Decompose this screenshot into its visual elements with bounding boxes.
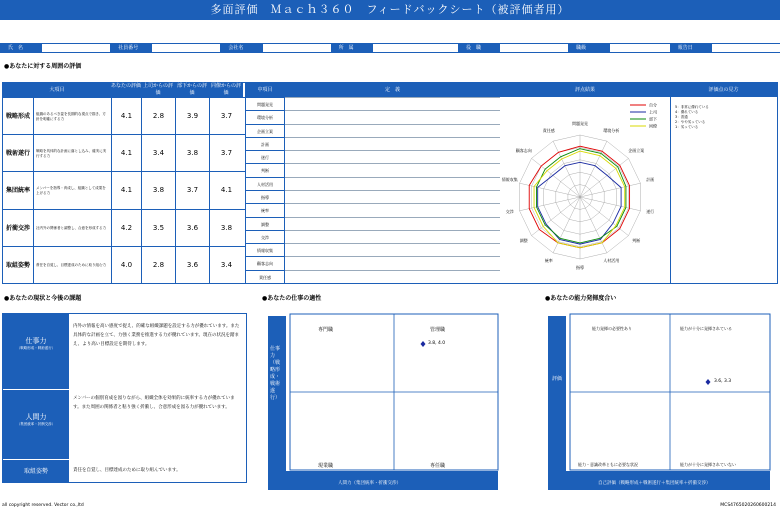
mid-definition-row: [285, 137, 500, 150]
mid-definition-row: [285, 203, 500, 216]
eval-name: 戦術遂行: [5, 150, 30, 158]
eval-self: 4.0: [111, 247, 141, 284]
mid-item: 遂行: [245, 150, 285, 163]
info-dept-value: [373, 44, 458, 52]
radar-axis-label: 計画: [646, 176, 655, 182]
mid-item: 人材活用: [245, 177, 285, 190]
eval-sub: 3.6: [175, 210, 209, 247]
info-name-value: [42, 44, 110, 52]
mid-definition-row: [285, 190, 500, 203]
mid-item: 統率: [245, 203, 285, 216]
mid-definition-row: [285, 110, 500, 123]
eval-self: 4.1: [111, 172, 141, 209]
issue-sub: （集団統率・折衝交渉）: [16, 422, 56, 426]
footer-copyright: all copyright reserved. Vector co.,ltd: [2, 503, 84, 508]
col-def: 定 義: [285, 83, 500, 97]
eval-peer: 3.7: [209, 98, 243, 135]
mid-definition-row: [285, 230, 500, 243]
mid-definition-row: [285, 217, 500, 230]
eval-peer: 4.1: [209, 172, 243, 209]
mid-definition-row: [285, 177, 500, 190]
col-sub: 部下からの評価: [176, 83, 207, 96]
aptitude-frame: [268, 306, 506, 490]
view-note: 5：非常に優れている: [675, 105, 709, 109]
info-dept-label: 所 属: [331, 44, 373, 52]
mid-item: 顧客志向: [245, 256, 285, 269]
radar-axis-label: 環境分析: [603, 128, 620, 134]
mid-definition-row: [285, 163, 500, 176]
info-date-label: 報告日: [670, 44, 712, 52]
radar-axis-label: 判断: [632, 237, 641, 243]
eval-name: 折衝交渉: [5, 224, 30, 232]
section-issues-title: ●あなたの現状と今後の課題: [4, 295, 82, 302]
eval-sub: 3.8: [175, 135, 209, 172]
info-id-value: [152, 44, 220, 52]
view-note: 1：劣っている: [675, 125, 699, 129]
section-aptitude-title: ●あなたの仕事の適性: [262, 295, 322, 302]
mid-item: 環境分析: [245, 110, 285, 123]
mid-definition-row: [285, 243, 500, 256]
legend-label: 自分: [649, 102, 657, 108]
radar-axis-label: 交渉: [505, 209, 514, 215]
radar-spoke: [580, 197, 640, 211]
eval-row: [3, 171, 245, 208]
radar-axis-label: 情報収集: [501, 176, 518, 182]
radar-spoke: [580, 183, 640, 197]
eval-sub: 3.7: [175, 172, 209, 209]
radar-axis-label: 調整: [519, 237, 528, 243]
radar-series-peer: [534, 151, 625, 248]
legend-label: 上司: [649, 109, 657, 115]
section-ability-title: ●あなたの能力発揮度合い: [545, 295, 617, 302]
radar-spoke: [520, 183, 580, 197]
eval-self: 4.2: [111, 210, 141, 247]
eval-boss: 3.8: [141, 172, 175, 209]
eval-desc: 責任を自覚し、目標達成のために取り組む力: [33, 247, 109, 284]
ability-q-tr: 能力が十分に発揮されている: [680, 326, 732, 331]
ability-q-br: 能力が十分に発揮されていない: [680, 462, 736, 467]
issue-label: 仕事力: [25, 337, 47, 345]
info-company-value: [263, 44, 331, 52]
radar-chart: [500, 97, 670, 283]
aptitude-q-tl: 専門職: [318, 327, 334, 333]
eval-sub: 3.9: [175, 98, 209, 135]
eval-desc: 戦略を具体的な計画に落とし込み、確実に実行する力: [33, 135, 109, 172]
radar-axis-label: 指導: [576, 265, 584, 270]
col-mid: 中項目: [245, 83, 285, 97]
issue-text: 内外の情報を高い感度で捉え、的確な組織課題を設定する力が優れています。また具体的な計画を立て、力強く業務を推進する力が優れています。現在の状況を踏まえ、より高い目標設定を期待します。: [73, 324, 240, 347]
eval-desc: 社内外の関係者と調整し、合意を形成する力: [33, 210, 109, 247]
aptitude-q-br: 専任職: [430, 463, 446, 469]
info-name-label: 氏 名: [0, 44, 42, 52]
issue-label: 人間力: [25, 413, 47, 421]
aptitude-q-bl: 現業職: [318, 463, 334, 469]
info-date-value: [712, 44, 780, 52]
mid-item: 企画立案: [245, 124, 285, 137]
eval-sub: 3.6: [175, 247, 209, 284]
radar-axis-label: 企画立案: [628, 148, 645, 154]
mid-definition-row: [285, 270, 500, 283]
mid-definition-row: [285, 150, 500, 163]
info-title-value: [500, 44, 568, 52]
col-major: 大項目: [3, 83, 111, 97]
mid-item: 調整: [245, 217, 285, 230]
radar-axis-label: 責任感: [542, 128, 555, 134]
info-company-label: 会社名: [220, 44, 262, 52]
mid-definition-row: [285, 256, 500, 269]
aptitude-chart: [268, 306, 506, 490]
mid-item: 情報収集: [245, 243, 285, 256]
section-eval-title: ●あなたに対する周囲の評価: [4, 63, 82, 70]
view-note: 2：やや劣っている: [675, 120, 706, 124]
col-boss: 上司からの評価: [142, 83, 173, 96]
eval-peer: 3.4: [209, 247, 243, 284]
eval-name: 戦略形成: [5, 113, 30, 121]
eval-desc: メンバーを指導・育成し、組織として成果を上げる力: [33, 172, 109, 209]
issue-text: 責任を自覚し、目標達成のために取り組んでいます。: [73, 468, 181, 473]
footer-code: MCS4765020260600214: [720, 503, 776, 508]
issues-table: [2, 313, 247, 483]
radar-axis-label: 顧客志向: [515, 148, 532, 154]
ability-ylabel: 評価: [552, 376, 563, 382]
info-grade-value: [610, 44, 669, 52]
radar-axis-label: 人材活用: [603, 257, 620, 263]
mid-item: 責任感: [245, 270, 285, 283]
mid-item: 判断: [245, 163, 285, 176]
eval-self: 4.1: [111, 98, 141, 135]
mid-definition-row: [285, 97, 500, 110]
mid-item: 交渉: [245, 230, 285, 243]
info-grade-label: 職級: [568, 44, 610, 52]
eval-row: [3, 97, 245, 134]
ability-chart: [548, 306, 776, 490]
mid-item: 問題発見: [245, 97, 285, 110]
issue-label-block: [3, 314, 69, 389]
eval-name: 集団統率: [5, 187, 30, 195]
legend-label: 部下: [649, 116, 657, 122]
ability-point-label: 3.6, 3.3: [714, 379, 732, 384]
aptitude-point-label: 3.8, 4.0: [428, 341, 446, 346]
mid-item: 指導: [245, 190, 285, 203]
col-view: 評価点の見方: [670, 83, 777, 97]
radar-axis-label: 統率: [544, 257, 553, 263]
ability-xlabel: 自己評価（戦略形成＋戦術遂行＋集団統率＋折衝交渉）: [598, 481, 711, 486]
eval-boss: 2.8: [141, 247, 175, 284]
col-peer: 同僚からの評価: [210, 83, 241, 96]
view-note: 4：優れている: [675, 110, 699, 114]
radar-axis-label: 問題発見: [572, 121, 588, 126]
col-radar: 評点結果: [500, 83, 670, 97]
ability-q-bl: 能力・意識改革ともに必要な状況: [578, 462, 638, 467]
eval-row: [3, 246, 245, 283]
issue-text: メンバーの個別育成を図りながら、組織全体を効果的に統率する力が優れています。また周囲の関係者と粘り強く折衝し、合意形成を図る力が優れています。: [73, 396, 235, 410]
view-note: 3：普通: [675, 115, 688, 119]
page-title: 多面評価 Ｍａｃｈ３６０ フィードバックシート（被評価者用）: [0, 0, 780, 20]
mid-item: 計画: [245, 137, 285, 150]
eval-self: 4.1: [111, 135, 141, 172]
aptitude-q-tr: 管理職: [430, 327, 446, 333]
eval-row: [3, 209, 245, 246]
eval-peer: 3.7: [209, 135, 243, 172]
issue-label: 取組姿勢: [3, 459, 69, 483]
view-notes: [670, 97, 777, 283]
ability-q-tl: 能力発揮の必要性あり: [592, 326, 632, 331]
info-title-label: 役 職: [458, 44, 500, 52]
eval-boss: 2.8: [141, 98, 175, 135]
eval-row: [3, 134, 245, 171]
eval-table: [2, 82, 778, 284]
info-id-label: 社員番号: [110, 44, 152, 52]
eval-name: 取組姿勢: [5, 261, 30, 269]
issue-label-block: [3, 389, 69, 459]
eval-peer: 3.8: [209, 210, 243, 247]
eval-boss: 3.4: [141, 135, 175, 172]
aptitude-ylabel: 仕事力（戦略形成・戦術遂行）: [270, 346, 281, 401]
radar-axis-label: 遂行: [646, 209, 655, 215]
legend-label: 同僚: [649, 123, 657, 129]
aptitude-xlabel: 人間力（集団統率・折衝交渉）: [338, 481, 401, 486]
mid-definition-row: [285, 124, 500, 137]
col-self: あなたの評価: [111, 83, 141, 97]
info-row: [0, 43, 780, 53]
radar-spoke: [520, 197, 580, 211]
eval-boss: 3.5: [141, 210, 175, 247]
issue-sub: （戦略形成・戦術遂行）: [16, 346, 56, 350]
eval-desc: 組織のあるべき姿を長期的な視点で描き、方針を明確にする力: [33, 98, 109, 135]
